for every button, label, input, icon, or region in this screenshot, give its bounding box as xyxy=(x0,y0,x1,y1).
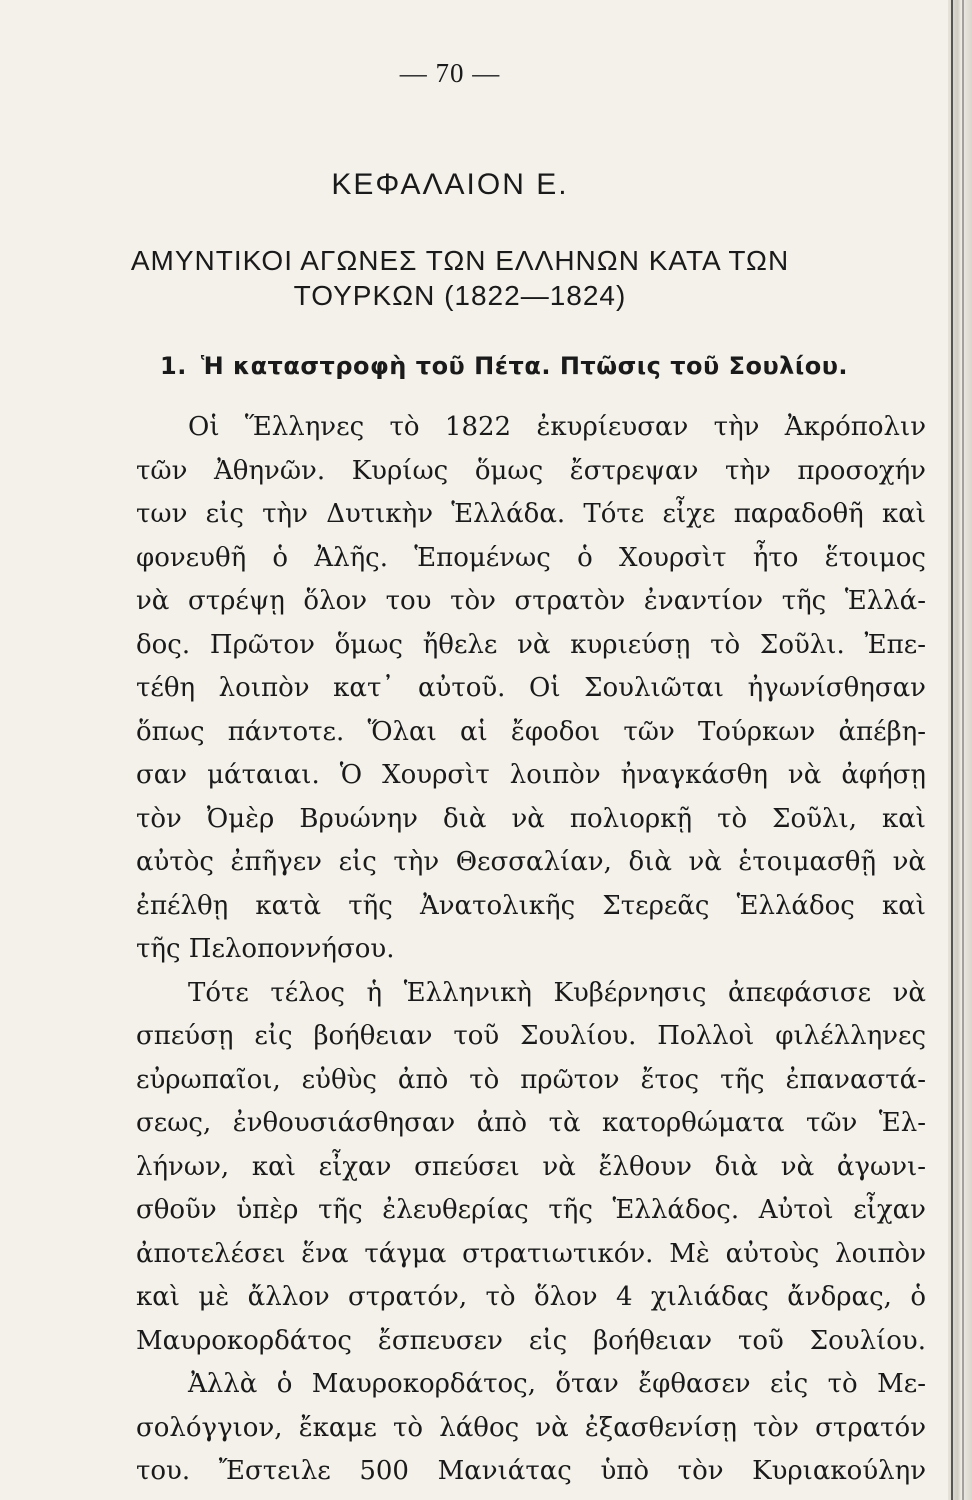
text-line: φονευθῆ ὁ Ἀλῆς. Ἑπομένως ὁ Χουρσὶτ ἦτο ἕτοιμος xyxy=(136,542,926,573)
text-line: τέθη λοιπὸν κατ᾽ αὐτοῦ. Οἱ Σουλιῶται ἠγωνίσθησαν xyxy=(136,673,926,703)
text-line: των εἰς τὴν Δυτικὴν Ἑλλάδα. Τότε εἶχε παραδοθῆ καὶ xyxy=(136,499,926,529)
page-edge-line xyxy=(962,0,964,1500)
text-line: Οἱ Ἕλληνες τὸ 1822 ἐκυρίευσαν τὴν Ἀκρόπολιν xyxy=(188,412,926,442)
text-line: καὶ μὲ ἄλλον στρατόν, τὸ ὅλον 4 χιλιάδας ἄνδρας, ὁ xyxy=(136,1282,926,1312)
page-edge-line xyxy=(951,0,953,1500)
text-line: νὰ στρέψῃ ὅλον του τὸν στρατὸν ἐναντίον τῆς Ἑλλά- xyxy=(136,586,926,616)
text-line: σολόγγιον, ἔκαμε τὸ λάθος νὰ ἐξασθενίσῃ τὸν στρατόν xyxy=(136,1412,926,1443)
page-number: — 70 — xyxy=(399,58,501,88)
text-line: τῶν Ἀθηνῶν. Κυρίως ὅμως ἔστρεψαν τὴν προσοχήν xyxy=(136,455,926,486)
text-line: λήνων, καὶ εἶχαν σπεύσει νὰ ἔλθουν διὰ νὰ ἀγωνι- xyxy=(136,1151,926,1182)
chapter-title: ΚΕΦΑΛΑΙΟΝ Ε. xyxy=(331,168,569,201)
section-heading xyxy=(160,352,848,380)
subtitle-line: ΤΟΥΡΚΩΝ (1822—1824) xyxy=(293,280,627,311)
text-line: σεως, ἐνθουσιάσθησαν ἀπὸ τὰ κατορθώματα τῶν Ἑλ- xyxy=(136,1108,926,1138)
text-line: τὸν Ὀμὲρ Βρυώνην διὰ νὰ πολιορκῇ τὸ Σοῦλι, καὶ xyxy=(136,803,926,834)
text-line: του. Ἔστειλε 500 Μανιάτας ὑπὸ τὸν Κυριακούλην xyxy=(136,1456,926,1486)
text-line: ἀποτελέσει ἕνα τάγμα στρατιωτικόν. Μὲ αὐτοὺς λοιπὸν xyxy=(136,1238,926,1269)
subtitle-line: ΑΜΥΝΤΙΚΟΙ ΑΓΩΝΕΣ ΤΩΝ ΕΛΛΗΝΩΝ ΚΑΤΑ ΤΩΝ xyxy=(130,245,790,276)
text-line: σαν μάταιαι. Ὁ Χουρσὶτ λοιπὸν ἠναγκάσθη νὰ ἀφήσῃ xyxy=(136,760,926,790)
text-line: Μαυροκορδάτος ἔσπευσεν εἰς βοήθειαν τοῦ Σουλίου. xyxy=(136,1325,926,1356)
text-line: ὅπως πάντοτε. Ὅλαι αἱ ἔφοδοι τῶν Τούρκων ἀπέβη- xyxy=(136,716,926,747)
text-line: αὐτὸς ἐπῆγεν εἰς τὴν Θεσσαλίαν, διὰ νὰ ἑτοιμασθῇ νὰ xyxy=(136,847,926,877)
body-text xyxy=(136,406,926,1494)
text-line: δος. Πρῶτον ὅμως ἤθελε νὰ κυριεύσῃ τὸ Σοῦλι. Ἐπε- xyxy=(136,629,926,660)
section-number: 1. xyxy=(160,352,187,380)
text-line: εὐρωπαῖοι, εὐθὺς ἀπὸ τὸ πρῶτον ἔτος τῆς ἐπαναστά- xyxy=(136,1064,926,1095)
chapter-subtitle xyxy=(110,243,810,313)
text-line: σπεύσῃ εἰς βοήθειαν τοῦ Σουλίου. Πολλοὶ φιλέλληνες xyxy=(136,1021,926,1051)
text-line: Ἀλλὰ ὁ Μαυροκορδάτος, ὅταν ἔφθασεν εἰς τὸ Με- xyxy=(188,1369,926,1399)
text-line: τῆς Πελοποννήσου. xyxy=(136,934,395,964)
text-line: ἐπέλθῃ κατὰ τῆς Ἀνατολικῆς Στερεᾶς Ἑλλάδος καὶ xyxy=(136,890,926,921)
page-edge xyxy=(948,0,972,1500)
text-line: σθοῦν ὑπὲρ τῆς ἐλευθερίας τῆς Ἑλλάδος. Αὐτοὶ εἶχαν xyxy=(136,1195,926,1225)
section-title: Ἡ καταστροφὴ τοῦ Πέτα. Πτῶσις τοῦ Σουλίου. xyxy=(200,352,849,380)
text-line: Τότε τέλος ἡ Ἑλληνικὴ Κυβέρνησις ἀπεφάσισε νὰ xyxy=(188,977,926,1008)
